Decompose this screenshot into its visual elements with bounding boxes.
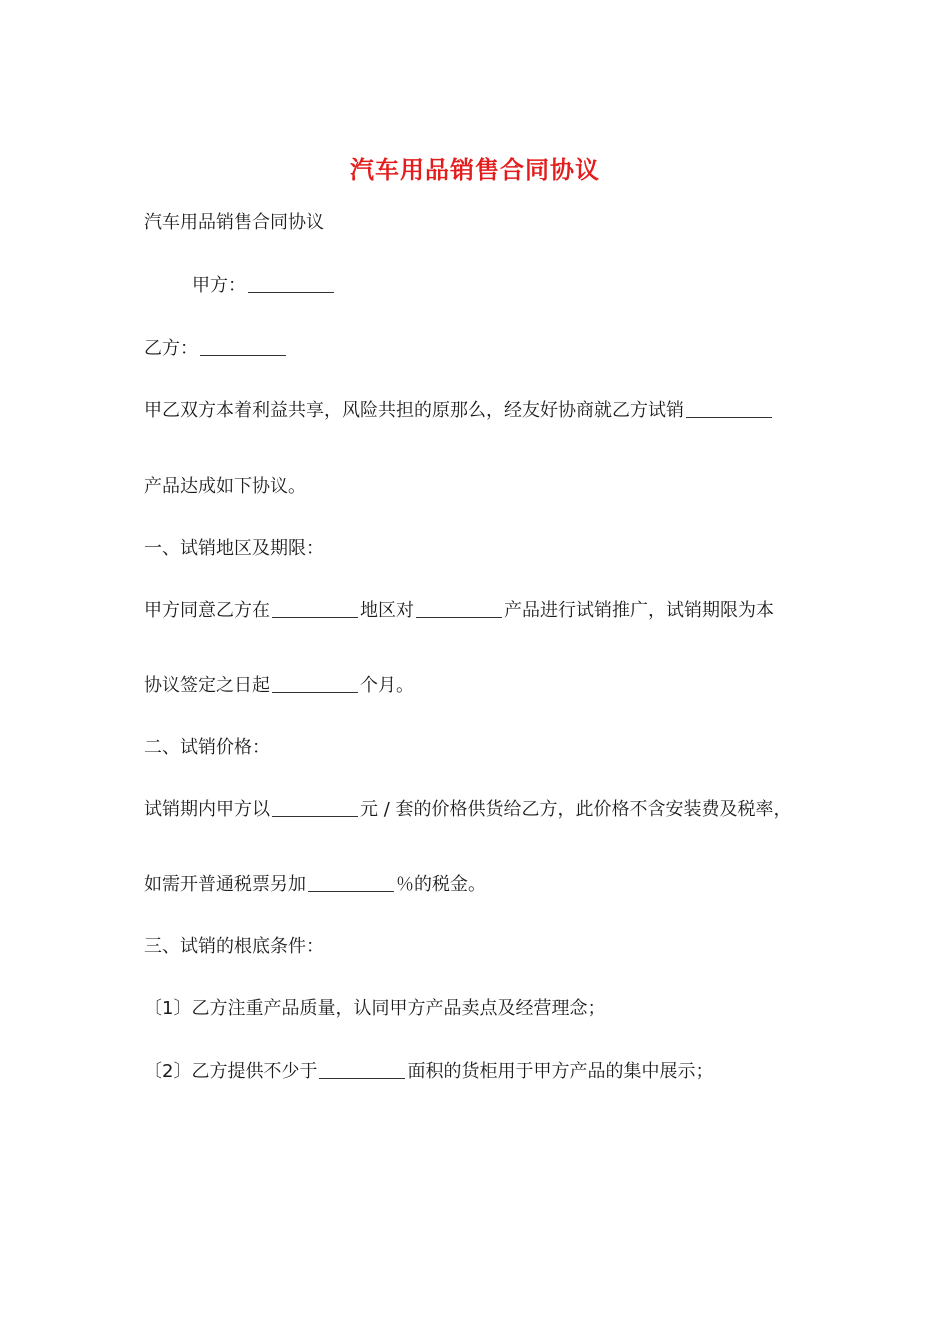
intro-text-1: 甲乙双方本着利益共享，风险共担的原那么，经友好协商就乙方试销: [144, 400, 684, 421]
section-3-item-2: [144, 1059, 713, 1085]
intro-line-1: [144, 398, 774, 424]
months-blank: [272, 674, 358, 693]
trial-product-blank: [416, 599, 502, 618]
s1-text-b: 地区对: [360, 600, 414, 621]
party-b-blank: [200, 337, 286, 356]
document-subtitle: 汽车用品销售合同协议: [144, 212, 324, 233]
s1-text-e: 个月。: [360, 675, 414, 696]
area-blank: [319, 1060, 405, 1079]
party-b-label: 乙方：: [144, 338, 198, 359]
tax-rate-blank: [308, 873, 394, 892]
section-3-item-1: 〔1〕乙方注重产品质量，认同甲方产品卖点及经营理念；: [144, 998, 606, 1019]
section-1-line-1: [144, 598, 774, 624]
s1-text-a: 甲方同意乙方在: [144, 600, 270, 621]
s1-text-d: 协议签定之日起: [144, 675, 270, 696]
s2-text-c: 如需开普通税票另加: [144, 874, 306, 895]
section-1-line-2: [144, 673, 414, 699]
s2-text-b: 元 / 套的价格供货给乙方，此价格不含安装费及税率，: [360, 799, 792, 820]
s1-text-c: 产品进行试销推广，试销期限为本: [504, 600, 774, 621]
product-blank: [686, 399, 772, 418]
s3-text-b: 面积的货柜用于甲方产品的集中展示；: [407, 1061, 714, 1082]
section-2-line-1: [144, 797, 792, 823]
s2-text-a: 试销期内甲方以: [144, 799, 270, 820]
party-a-label: 甲方：: [192, 275, 246, 296]
s3-text-a: 〔2〕乙方提供不少于: [144, 1061, 318, 1082]
price-blank: [272, 798, 358, 817]
section-1-heading: 一、试销地区及期限：: [144, 538, 324, 559]
section-2-line-2: [144, 872, 486, 898]
section-2-heading: 二、试销价格：: [144, 737, 270, 758]
section-3-heading: 三、试销的根底条件：: [144, 936, 324, 957]
party-a-line: [192, 273, 336, 299]
party-a-blank: [248, 274, 334, 293]
s2-text-d: ％的税金。: [396, 874, 486, 895]
intro-line-2: 产品达成如下协议。: [144, 476, 306, 497]
region-blank: [272, 599, 358, 618]
party-b-line: [144, 336, 288, 362]
document-title: 汽车用品销售合同协议: [350, 155, 600, 184]
